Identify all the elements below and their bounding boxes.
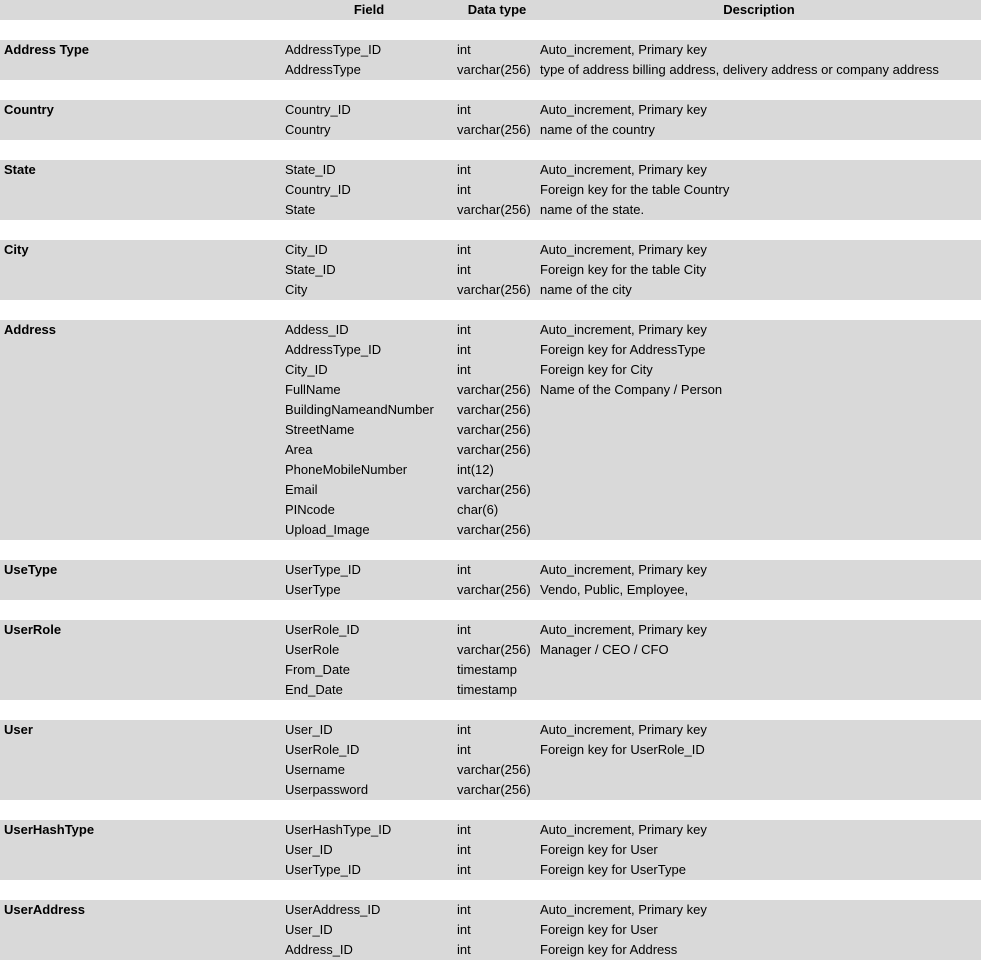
field-name: UserAddress_ID [285,902,381,917]
data-type: int [457,842,471,857]
field-name: City_ID [285,362,328,377]
data-type: varchar(256) [457,62,531,77]
field-name: UserType_ID [285,862,361,877]
table-row [0,200,981,220]
field-name: State_ID [285,162,336,177]
data-type: int [457,562,471,577]
field-name: StreetName [285,422,355,437]
field-name: User_ID [285,922,333,937]
field-name: Country_ID [285,182,351,197]
spacer-row [0,800,981,820]
field-name: UserType [285,582,341,597]
spacer-row [0,20,981,40]
data-type: int [457,902,471,917]
description: Auto_increment, Primary key [540,162,707,177]
description: Auto_increment, Primary key [540,622,707,637]
data-type: int(12) [457,462,494,477]
description: Auto_increment, Primary key [540,902,707,917]
field-name: State [285,202,316,217]
table-name: City [4,242,29,257]
field-name: User_ID [285,722,333,737]
description: Foreign key for UserType [540,862,686,877]
field-name: UserHashType_ID [285,822,392,837]
table-row [0,900,981,920]
data-type: varchar(256) [457,422,531,437]
table-name: State [4,162,36,177]
field-name: Country [285,122,331,137]
table-row [0,640,981,660]
description: Auto_increment, Primary key [540,242,707,257]
field-name: PhoneMobileNumber [285,462,408,477]
description: Foreign key for User [540,922,658,937]
description: Foreign key for the table City [540,262,707,277]
description: Vendo, Public, Employee, [540,582,689,597]
table-name: Country [4,102,54,117]
spacer-row [0,80,981,100]
description: Manager / CEO / CFO [540,642,669,657]
field-name: AddressType_ID [285,42,382,57]
table-name: UserHashType [4,822,95,837]
table-row [0,780,981,800]
field-name: Area [285,442,313,457]
field-name: UserRole [285,642,340,657]
table-row [0,340,981,360]
description: Foreign key for City [540,362,653,377]
table-row [0,440,981,460]
table-row [0,280,981,300]
table-row [0,720,981,740]
table-row [0,520,981,540]
field-name: PINcode [285,502,335,517]
table-row [0,500,981,520]
field-name: End_Date [285,682,343,697]
spacer-row [0,300,981,320]
field-name: Addess_ID [285,322,349,337]
table-name: UserAddress [4,902,85,917]
schema-body [0,20,981,960]
field-name: Userpassword [285,782,369,797]
data-type: int [457,942,471,957]
table-row [0,160,981,180]
header-description: Description [723,2,795,17]
field-name: FullName [285,382,341,397]
data-type: int [457,162,471,177]
field-name: Username [285,762,345,777]
data-type: varchar(256) [457,202,531,217]
table-name: Address Type [4,42,90,57]
data-type: int [457,922,471,937]
data-type: int [457,822,471,837]
header-data-type: Data type [467,2,527,17]
description: Foreign key for AddressType [540,342,706,357]
field-name: Country_ID [285,102,351,117]
table-row [0,60,981,80]
table-row [0,860,981,880]
table-row [0,120,981,140]
table-row [0,480,981,500]
field-name: User_ID [285,842,333,857]
data-type: timestamp [457,682,517,697]
table-row [0,920,981,940]
table-row [0,320,981,340]
table-row [0,100,981,120]
table-row [0,840,981,860]
spacer-row [0,880,981,900]
table-row [0,400,981,420]
table-name: UserRole [4,622,62,637]
description: type of address billing address, delivery address or company address [540,62,939,77]
table-row [0,680,981,700]
table-row [0,740,981,760]
description: Auto_increment, Primary key [540,722,707,737]
data-type: varchar(256) [457,402,531,417]
table-row [0,560,981,580]
spacer-row [0,600,981,620]
table-row [0,460,981,480]
field-name: Address_ID [285,942,353,957]
data-type: varchar(256) [457,122,531,137]
table-row [0,620,981,640]
data-type: int [457,862,471,877]
data-type: varchar(256) [457,442,531,457]
spacer-row [0,700,981,720]
table-row [0,40,981,60]
description: Foreign key for the table Country [540,182,730,197]
data-type: varchar(256) [457,782,531,797]
data-type: int [457,242,471,257]
description: Auto_increment, Primary key [540,42,707,57]
data-type: varchar(256) [457,582,531,597]
table-row [0,420,981,440]
description: Foreign key for Address [540,942,678,957]
spacer-row [0,220,981,240]
data-type: int [457,102,471,117]
data-type: int [457,722,471,737]
spacer-row [0,540,981,560]
data-type: varchar(256) [457,642,531,657]
field-name: AddressType_ID [285,342,382,357]
field-name: Upload_Image [285,522,370,537]
field-name: From_Date [285,662,351,677]
table-row [0,660,981,680]
data-type: int [457,262,471,277]
field-name: BuildingNameandNumber [285,402,434,417]
table-name: User [4,722,33,737]
description: Name of the Company / Person [540,382,723,397]
data-type: varchar(256) [457,382,531,397]
field-name: UserRole_ID [285,742,360,757]
description: name of the country [540,122,655,137]
table-row [0,240,981,260]
data-type: varchar(256) [457,522,531,537]
description: Auto_increment, Primary key [540,322,707,337]
table-row [0,760,981,780]
table-row [0,380,981,400]
data-type: int [457,342,471,357]
data-type: int [457,182,471,197]
table-row [0,820,981,840]
description: name of the state. [540,202,645,217]
data-type: varchar(256) [457,282,531,297]
table-name: Address [4,322,57,337]
table-row [0,180,981,200]
table-row [0,260,981,280]
data-type: varchar(256) [457,762,531,777]
data-type: int [457,42,471,57]
description: name of the city [540,282,632,297]
data-type: int [457,362,471,377]
field-name: State_ID [285,262,336,277]
field-name: City_ID [285,242,328,257]
data-type: int [457,622,471,637]
table-row [0,940,981,960]
field-name: Email [285,482,318,497]
description: Auto_increment, Primary key [540,102,707,117]
data-type: timestamp [457,662,517,677]
description: Foreign key for UserRole_ID [540,742,705,757]
description: Auto_increment, Primary key [540,822,707,837]
header-row [0,0,981,20]
field-name: City [285,282,308,297]
data-type: char(6) [457,502,499,517]
data-type: int [457,322,471,337]
description: Auto_increment, Primary key [540,562,707,577]
header-field: Field [353,2,385,17]
data-type: varchar(256) [457,482,531,497]
spacer-row [0,140,981,160]
description: Foreign key for User [540,842,658,857]
field-name: UserRole_ID [285,622,360,637]
field-name: UserType_ID [285,562,361,577]
field-name: AddressType [285,62,361,77]
data-type: int [457,742,471,757]
table-row [0,360,981,380]
table-row [0,580,981,600]
table-name: UseType [4,562,58,577]
